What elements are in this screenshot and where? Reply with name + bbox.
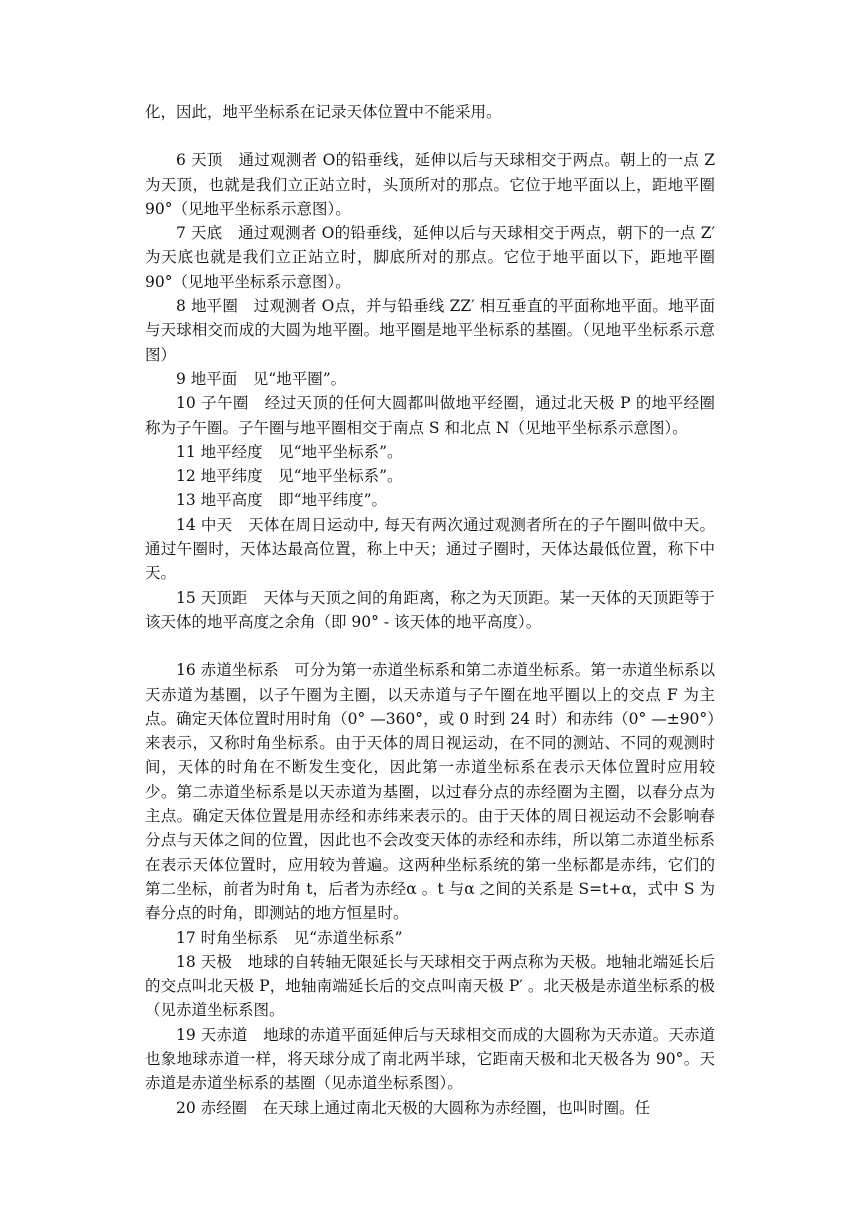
entry-nadir: 7 天底 通过观测者 O的铅垂线，延伸以后与天球相交于两点，朝下的一点 Z′ 为天底也就是我们立正站立时，脚底所对的那点。它位于地平面以下，距地平圈 90°（见地平坐标系示意图）。 — [145, 224, 715, 291]
entry-celestial-pole: 18 天极 地球的自转轴无限延长与天球相交于两点称为天极。地轴北端延长后的交点叫北天极 P，地轴南端延长后的交点叫南天极 P′ 。北天极是赤道坐标系的极（见赤道坐标系图。 — [145, 952, 715, 1020]
entry-horizon-plane: 9 地平面 见“地平圈”。 — [176, 369, 347, 388]
entry-horizon-latitude: 12 地平纬度 见“地平坐标系”。 — [176, 467, 403, 486]
entry-celestial-equator: 19 天赤道 地球的赤道平面延伸后与天球相交而成的大圆称为天赤道。天赤道也象地球赤道一样，将天球分成了南北两半球，它距南天极和北天极各为 90°。天赤道是赤道坐标系的基圈（见赤道坐标系图）。 — [145, 1025, 715, 1093]
entry-zenith-distance: 15 天顶距 天体与天顶之间的角距离，称之为天顶距。某一天体的天顶距等于该天体的地平高度之余角（即 90° - 该天体的地平高度）。 — [145, 588, 715, 631]
entry-culmination: 14 中天 天体在周日运动中, 每天有两次通过观测者所在的子午圈叫做中天。通过午圈时，天体达最高位置，称上中天；通过子圈时，天体达最低位置，称下中天。 — [145, 515, 715, 583]
entry-hour-circle: 20 赤经圈 在天球上通过南北天极的大圆称为赤经圈，也叫时圈。任 — [176, 1098, 651, 1117]
paragraph-continuation: 化，因此，地平坐标系在记录天体位置中不能采用。 — [145, 103, 502, 121]
entry-altitude: 13 地平高度 即“地平纬度”。 — [176, 491, 387, 510]
entry-meridian: 10 子午圈 经过天顶的任何大圆都叫做地平经圈，通过北天极 P 的地平经圈称为子午圈。子午圈与地平圈相交于南点 S 和北点 N（见地平坐标系示意图）。 — [145, 394, 715, 437]
entry-equatorial-system: 16 赤道坐标系 可分为第一赤道坐标系和第二赤道坐标系。第一赤道坐标系以天赤道为基圈，以子午圈为主圈，以天赤道与子午圈在地平圈以上的交点 F 为主点。确定天体位置时用时角（0° —360°，或 0 时到 24 时）和赤纬（0° —±90°）来表示，又称时角坐标系。由于天体的周日视运动，在不同的测站、不同的观测时间，天体的时角在不断发生变化，因此第一赤道坐标系在表示天体位置时应用较少。第二赤道坐标系是以天赤道为基圈，以过春分点的赤经圈为主圈，以春分点为主点。确定天体位置是用赤经和赤纬来表示的。由于天体的周日视运动不会影响春分点与天体之间的位置，因此也不会改变天体的赤经和赤纬，所以第二赤道坐标系在表示天体位置时，应用较为普遍。这两种坐标系统的第一坐标都是赤纬，它们的第二坐标，前者为时角 t，后者为赤经α 。t 与α 之间的关系是 S=t+α，式中 S 为春分点的时角，即测站的地方恒星时。 — [145, 661, 715, 923]
entry-azimuth: 11 地平经度 见“地平坐标系”。 — [176, 442, 403, 461]
entry-hour-angle-system: 17 时角坐标系 见“赤道坐标系” — [176, 928, 403, 947]
document-page — [145, 100, 715, 1120]
entry-horizon-circle: 8 地平圈 过观测者 O点，并与铅垂线 ZZ′ 相互垂直的平面称地平面。地平面与天球相交而成的大圆为地平圈。地平圈是地平坐标系的基圈。（见地平坐标系示意图） — [145, 297, 715, 364]
entry-zenith: 6 天顶 通过观测者 O的铅垂线，延伸以后与天球相交于两点。朝上的一点 Z 为天顶，也就是我们立正站立时，头顶所对的那点。它位于地平面以上，距地平圈 90°（见地平坐标系示意图）。 — [145, 151, 715, 218]
